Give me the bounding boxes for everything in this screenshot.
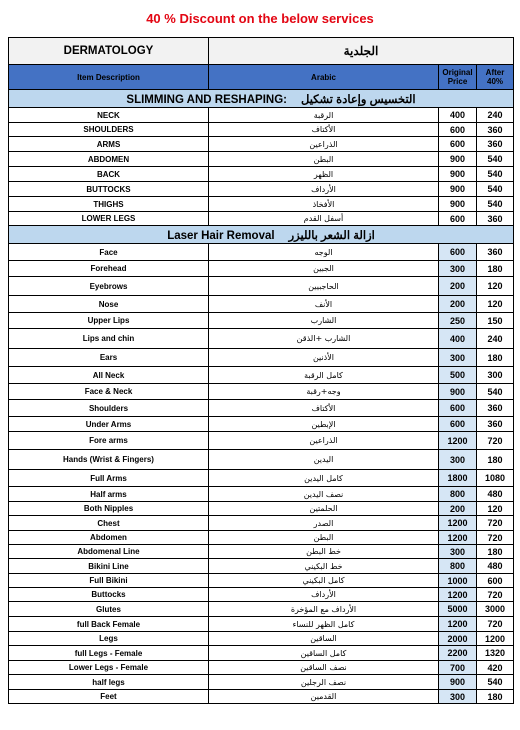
discounted-price: 360	[477, 417, 514, 432]
service-name-en: Half arms	[9, 487, 209, 502]
col-header-original-price: Original Price	[439, 65, 477, 90]
original-price: 1200	[439, 617, 477, 632]
discounted-price: 720	[477, 432, 514, 450]
service-name-ar: وجه+رقبة	[209, 384, 439, 400]
service-name-ar: البطن	[209, 152, 439, 167]
original-price: 250	[439, 313, 477, 329]
discounted-price: 3000	[477, 602, 514, 617]
table-row	[9, 632, 514, 646]
discounted-price: 360	[477, 400, 514, 417]
service-name-ar: الظهر	[209, 167, 439, 182]
service-name-en: BACK	[9, 167, 209, 182]
original-price: 1200	[439, 531, 477, 545]
service-name-en: half legs	[9, 675, 209, 690]
table-row	[9, 137, 514, 152]
service-name-ar: خط البكيني	[209, 559, 439, 574]
table-row	[9, 167, 514, 182]
service-name-en: NECK	[9, 108, 209, 123]
table-row	[9, 574, 514, 588]
table-row	[9, 400, 514, 417]
discount-banner: 40 % Discount on the below services	[146, 11, 374, 26]
original-price: 700	[439, 661, 477, 675]
service-name-ar: الجبين	[209, 261, 439, 277]
service-name-en: Buttocks	[9, 588, 209, 602]
service-name-ar: نصف الساقين	[209, 661, 439, 675]
service-name-ar: الشارب	[209, 313, 439, 329]
original-price: 1200	[439, 516, 477, 531]
price-table	[8, 37, 514, 704]
original-price: 300	[439, 261, 477, 277]
service-name-en: Eyebrows	[9, 277, 209, 296]
service-name-en: Lips and chin	[9, 329, 209, 349]
original-price: 800	[439, 559, 477, 574]
discounted-price: 360	[477, 244, 514, 261]
service-name-ar: نصف اليدين	[209, 487, 439, 502]
service-name-en: Legs	[9, 632, 209, 646]
service-name-en: full Legs - Female	[9, 646, 209, 661]
service-name-ar: نصف الرجلين	[209, 675, 439, 690]
discounted-price: 360	[477, 137, 514, 152]
service-name-ar: الساقين	[209, 632, 439, 646]
original-price: 900	[439, 675, 477, 690]
service-name-en: All Neck	[9, 367, 209, 384]
table-row	[9, 197, 514, 212]
service-name-ar: الذراعين	[209, 137, 439, 152]
table-row	[9, 588, 514, 602]
discounted-price: 540	[477, 675, 514, 690]
discounted-price: 540	[477, 384, 514, 400]
service-name-ar: الرقبة	[209, 108, 439, 123]
original-price: 2000	[439, 632, 477, 646]
service-name-ar: كامل البكيني	[209, 574, 439, 588]
section-header	[9, 90, 514, 108]
discounted-price: 720	[477, 617, 514, 632]
table-row	[9, 531, 514, 545]
service-name-en: Fore arms	[9, 432, 209, 450]
service-name-en: BUTTOCKS	[9, 182, 209, 197]
service-name-en: Ears	[9, 349, 209, 367]
table-row	[9, 690, 514, 704]
service-name-ar: الأرداف	[209, 588, 439, 602]
service-name-ar: الأنف	[209, 296, 439, 313]
service-name-en: SHOULDERS	[9, 123, 209, 137]
discounted-price: 180	[477, 349, 514, 367]
original-price: 600	[439, 123, 477, 137]
service-name-ar: الإبطين	[209, 417, 439, 432]
discounted-price: 180	[477, 690, 514, 704]
discounted-price: 120	[477, 277, 514, 296]
section-title-ar: التخسيس وإعادة تشكيل	[300, 93, 416, 106]
table-row	[9, 212, 514, 226]
original-price: 600	[439, 400, 477, 417]
service-name-en: full Back Female	[9, 617, 209, 632]
service-name-ar: الحلمتين	[209, 502, 439, 516]
discounted-price: 540	[477, 152, 514, 167]
original-price: 300	[439, 450, 477, 470]
table-row	[9, 675, 514, 690]
table-row	[9, 329, 514, 349]
service-name-ar: الأكتاف	[209, 123, 439, 137]
discounted-price: 120	[477, 296, 514, 313]
original-price: 600	[439, 244, 477, 261]
original-price: 900	[439, 152, 477, 167]
original-price: 400	[439, 329, 477, 349]
service-name-ar: الصدر	[209, 516, 439, 531]
service-name-en: Under Arms	[9, 417, 209, 432]
discounted-price: 180	[477, 450, 514, 470]
column-header-row	[9, 65, 514, 90]
service-name-ar: خط البطن	[209, 545, 439, 559]
discounted-price: 420	[477, 661, 514, 675]
table-row	[9, 617, 514, 632]
service-name-ar: اليدين	[209, 450, 439, 470]
original-price: 800	[439, 487, 477, 502]
original-price: 600	[439, 212, 477, 226]
discounted-price: 720	[477, 588, 514, 602]
table-row	[9, 296, 514, 313]
table-row	[9, 487, 514, 502]
service-name-ar: كامل اليدين	[209, 470, 439, 487]
department-name-en: DERMATOLOGY	[9, 38, 209, 65]
table-row	[9, 450, 514, 470]
service-name-ar: الأكتاف	[209, 400, 439, 417]
discounted-price: 360	[477, 212, 514, 226]
original-price: 400	[439, 108, 477, 123]
table-row	[9, 349, 514, 367]
table-row	[9, 470, 514, 487]
service-name-ar: البطن	[209, 531, 439, 545]
service-name-en: THIGHS	[9, 197, 209, 212]
original-price: 200	[439, 502, 477, 516]
original-price: 900	[439, 384, 477, 400]
service-name-en: LOWER LEGS	[9, 212, 209, 226]
service-name-en: Shoulders	[9, 400, 209, 417]
discounted-price: 600	[477, 574, 514, 588]
col-header-description: Item Description	[9, 65, 209, 90]
original-price: 1200	[439, 588, 477, 602]
original-price: 2200	[439, 646, 477, 661]
service-name-en: Chest	[9, 516, 209, 531]
original-price: 300	[439, 545, 477, 559]
table-row	[9, 432, 514, 450]
original-price: 1800	[439, 470, 477, 487]
discounted-price: 120	[477, 502, 514, 516]
service-name-en: Upper Lips	[9, 313, 209, 329]
service-name-en: Abdomen	[9, 531, 209, 545]
original-price: 200	[439, 277, 477, 296]
service-name-ar: القدمين	[209, 690, 439, 704]
service-name-ar: الوجه	[209, 244, 439, 261]
service-name-ar: الأفخاذ	[209, 197, 439, 212]
service-name-en: ARMS	[9, 137, 209, 152]
service-name-en: Face	[9, 244, 209, 261]
service-name-en: Full Bikini	[9, 574, 209, 588]
service-name-en: Forehead	[9, 261, 209, 277]
section-title-en: Laser Hair Removal	[167, 229, 275, 242]
table-row	[9, 277, 514, 296]
discounted-price: 180	[477, 545, 514, 559]
original-price: 300	[439, 690, 477, 704]
original-price: 500	[439, 367, 477, 384]
discounted-price: 480	[477, 559, 514, 574]
original-price: 200	[439, 296, 477, 313]
service-name-ar: الأرداف	[209, 182, 439, 197]
table-row	[9, 384, 514, 400]
col-header-after-discount: After 40%	[477, 65, 514, 90]
service-name-ar: الأذنين	[209, 349, 439, 367]
original-price: 1000	[439, 574, 477, 588]
service-name-ar: الذراعين	[209, 432, 439, 450]
discounted-price: 540	[477, 197, 514, 212]
section-title-en: SLIMMING AND RESHAPING:	[126, 93, 287, 106]
original-price: 900	[439, 182, 477, 197]
table-row	[9, 152, 514, 167]
section-title-ar: ازالة الشعر بالليزر	[288, 229, 375, 242]
discounted-price: 480	[477, 487, 514, 502]
discounted-price: 300	[477, 367, 514, 384]
discounted-price: 180	[477, 261, 514, 277]
original-price: 5000	[439, 602, 477, 617]
table-row	[9, 502, 514, 516]
original-price: 1200	[439, 432, 477, 450]
service-name-ar: أسفل القدم	[209, 212, 439, 226]
discounted-price: 150	[477, 313, 514, 329]
service-name-en: Bikini Line	[9, 559, 209, 574]
service-name-en: ABDOMEN	[9, 152, 209, 167]
service-name-en: Face & Neck	[9, 384, 209, 400]
table-row	[9, 261, 514, 277]
original-price: 600	[439, 137, 477, 152]
service-name-ar: كامل الظهر للنساء	[209, 617, 439, 632]
service-name-en: Lower Legs - Female	[9, 661, 209, 675]
table-row	[9, 646, 514, 661]
discounted-price: 240	[477, 108, 514, 123]
table-row	[9, 602, 514, 617]
service-name-en: Feet	[9, 690, 209, 704]
service-name-en: Hands (Wrist & Fingers)	[9, 450, 209, 470]
original-price: 900	[439, 167, 477, 182]
table-row	[9, 516, 514, 531]
section-title	[9, 226, 514, 244]
table-row	[9, 367, 514, 384]
original-price: 600	[439, 417, 477, 432]
discounted-price: 1080	[477, 470, 514, 487]
service-name-en: Nose	[9, 296, 209, 313]
discounted-price: 720	[477, 531, 514, 545]
discounted-price: 720	[477, 516, 514, 531]
col-header-arabic: Arabic	[209, 65, 439, 90]
discounted-price: 240	[477, 329, 514, 349]
table-row	[9, 182, 514, 197]
table-row	[9, 545, 514, 559]
department-row	[9, 38, 514, 65]
service-name-en: Full Arms	[9, 470, 209, 487]
service-name-ar: الحاجبيين	[209, 277, 439, 296]
service-name-en: Both Nipples	[9, 502, 209, 516]
discounted-price: 1200	[477, 632, 514, 646]
section-header	[9, 226, 514, 244]
table-row	[9, 661, 514, 675]
table-row	[9, 417, 514, 432]
department-name-ar: الجلدية	[209, 38, 514, 65]
discounted-price: 1320	[477, 646, 514, 661]
original-price: 300	[439, 349, 477, 367]
table-row	[9, 108, 514, 123]
section-title	[9, 90, 514, 108]
table-row	[9, 123, 514, 137]
service-name-en: Abdomenal Line	[9, 545, 209, 559]
service-name-ar: الشارب +الذقن	[209, 329, 439, 349]
service-name-en: Glutes	[9, 602, 209, 617]
table-row	[9, 559, 514, 574]
service-name-ar: كامل الساقين	[209, 646, 439, 661]
discounted-price: 540	[477, 182, 514, 197]
table-row	[9, 313, 514, 329]
original-price: 900	[439, 197, 477, 212]
table-row	[9, 244, 514, 261]
service-name-ar: كامل الرقبة	[209, 367, 439, 384]
discounted-price: 360	[477, 123, 514, 137]
discounted-price: 540	[477, 167, 514, 182]
service-name-ar: الأرداف مع المؤخرة	[209, 602, 439, 617]
